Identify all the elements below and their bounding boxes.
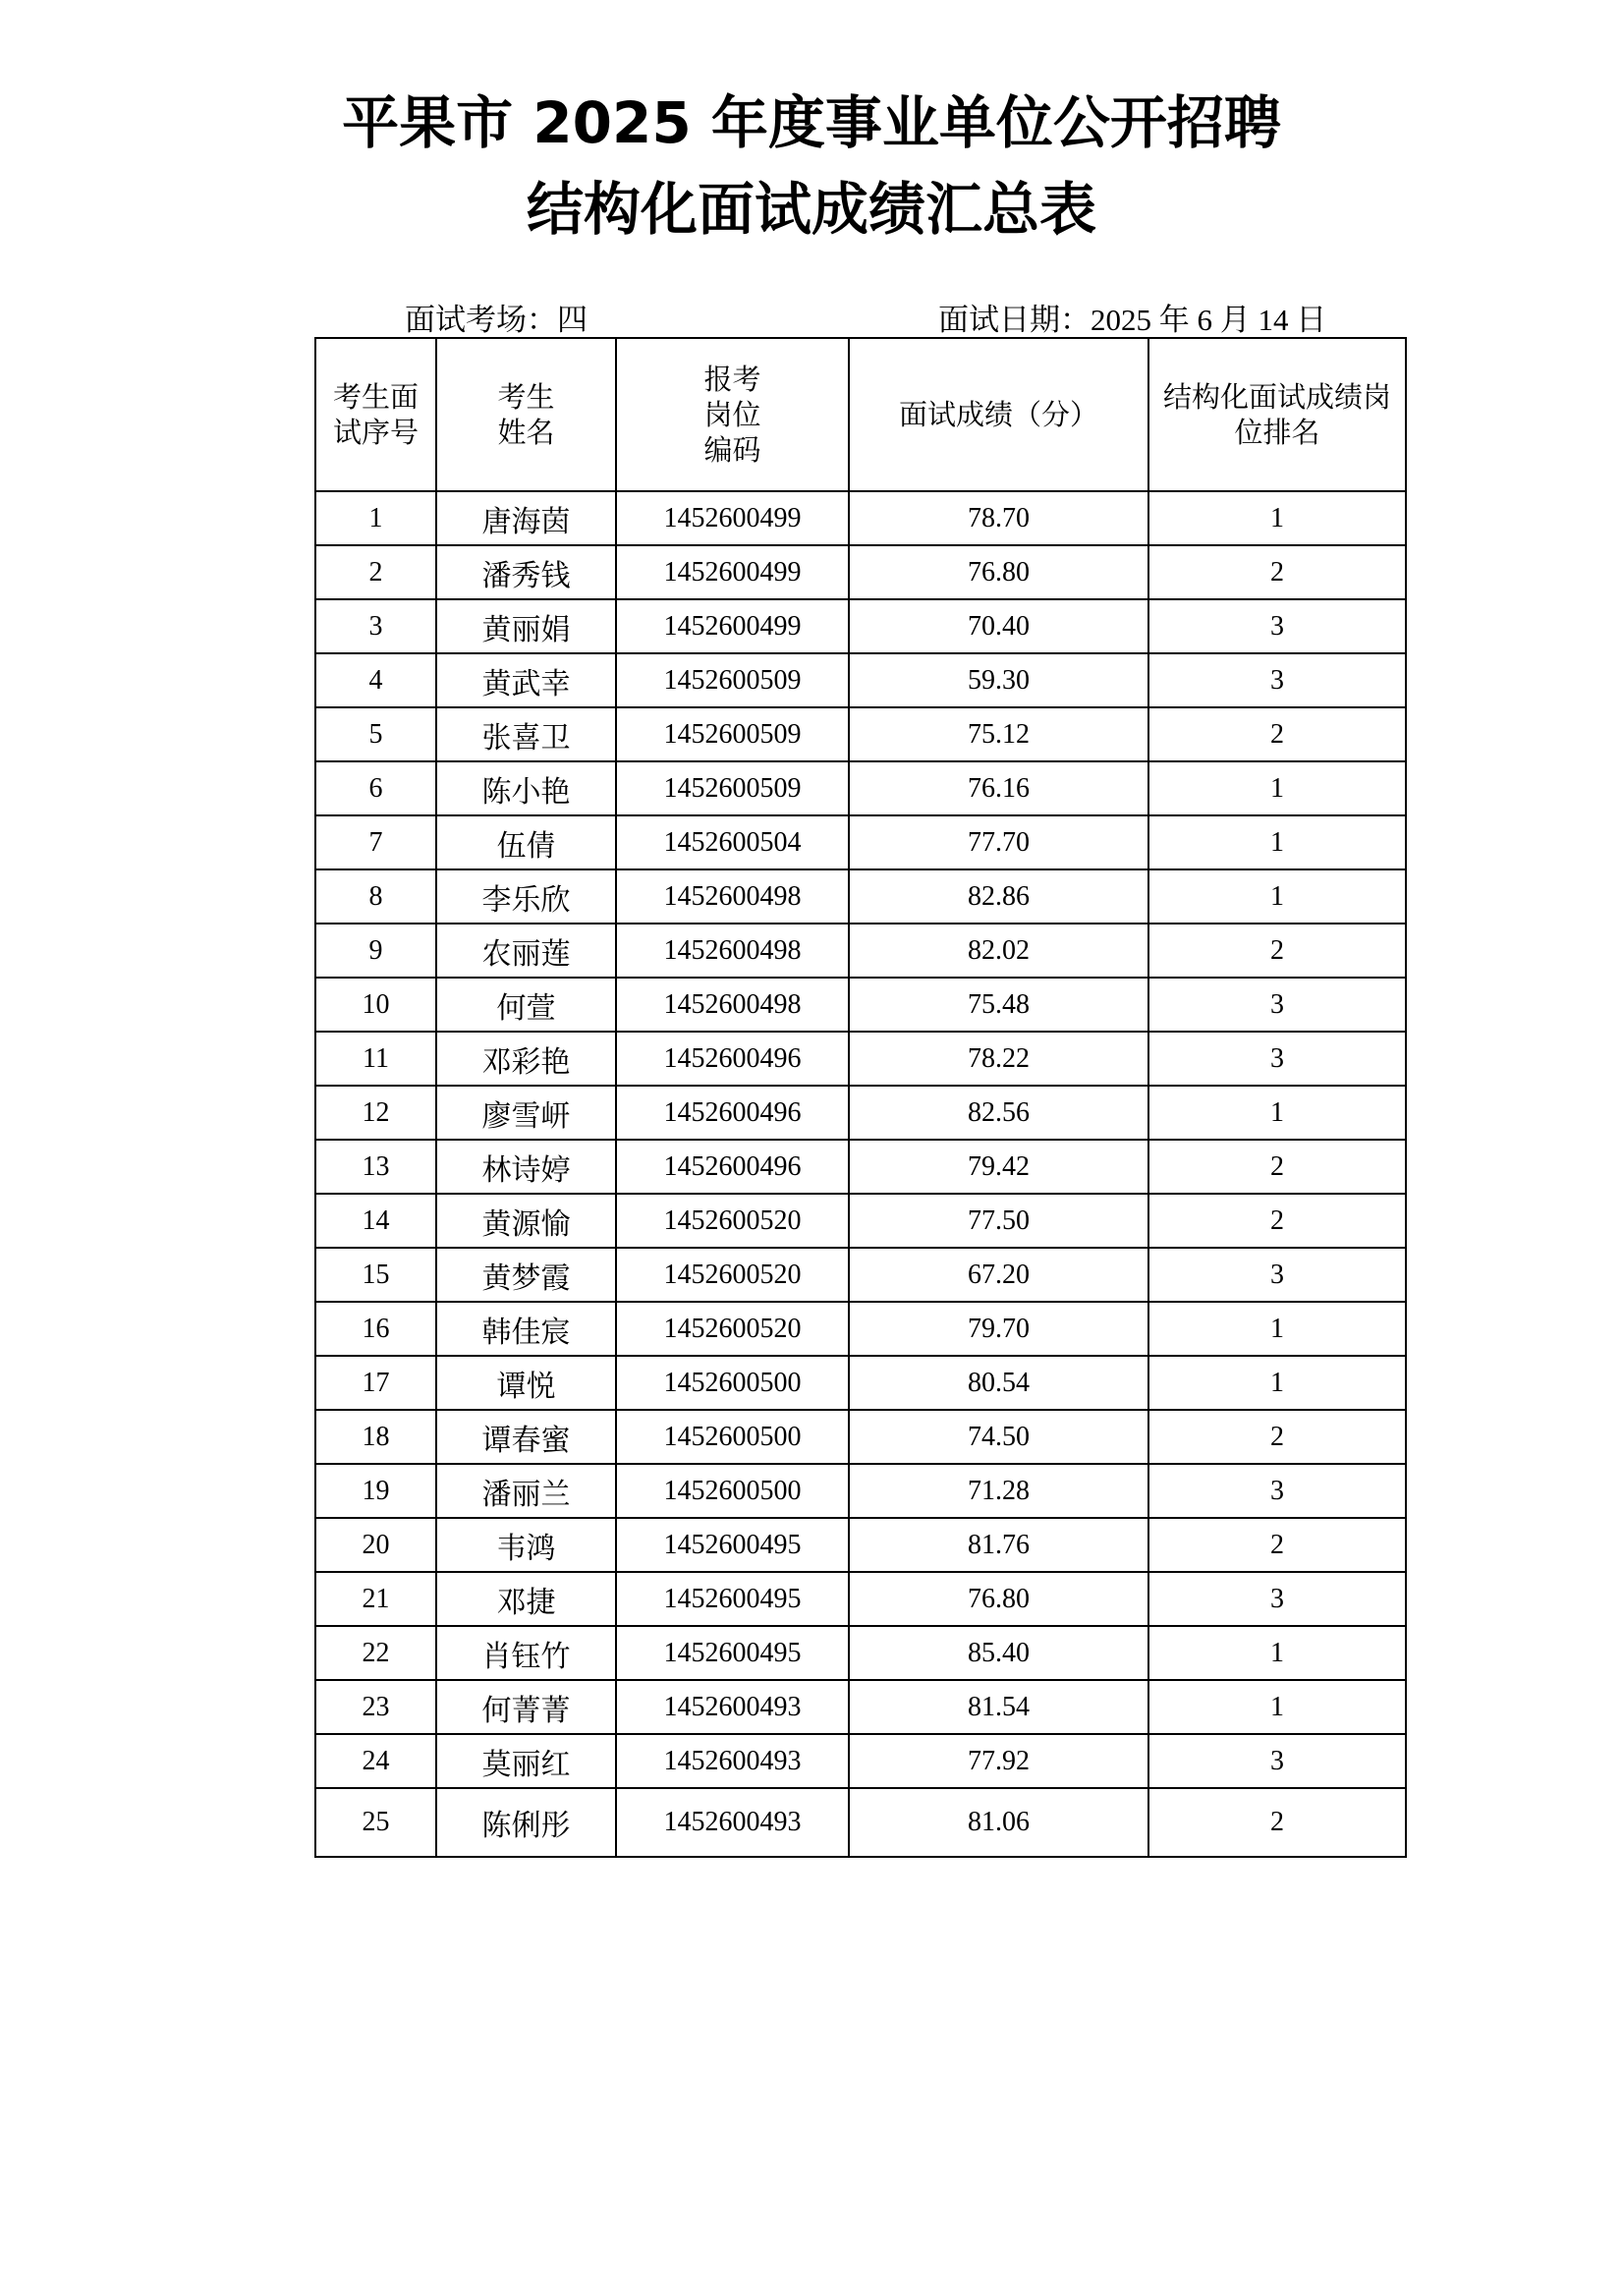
header-line: 考生面 [332, 379, 419, 414]
cell-score: 78.70 [849, 491, 1148, 545]
score-table [314, 337, 1407, 1858]
cell-seq: 4 [315, 653, 436, 707]
cell-rank: 1 [1148, 761, 1406, 815]
cell-name: 潘秀钱 [436, 545, 616, 599]
header-line: 面试成绩（分） [898, 397, 1098, 431]
cell-position-code: 1452600504 [616, 815, 849, 869]
cell-name: 廖雪岍 [436, 1086, 616, 1140]
header-seq [315, 338, 436, 491]
cell-seq: 3 [315, 599, 436, 653]
cell-score: 77.50 [849, 1194, 1148, 1248]
cell-position-code: 1452600509 [616, 707, 849, 761]
table-row [315, 707, 1406, 761]
table-header-row [315, 338, 1406, 491]
cell-name: 韦鸿 [436, 1518, 616, 1572]
table-row [315, 1788, 1406, 1857]
cell-score: 77.70 [849, 815, 1148, 869]
cell-rank: 1 [1148, 1626, 1406, 1680]
table-row [315, 869, 1406, 924]
header-score [849, 338, 1148, 491]
cell-position-code: 1452600499 [616, 491, 849, 545]
cell-seq: 23 [315, 1680, 436, 1734]
cell-score: 76.80 [849, 545, 1148, 599]
exam-room-value: 四 [557, 303, 588, 338]
cell-seq: 25 [315, 1788, 436, 1857]
cell-rank: 3 [1148, 1032, 1406, 1086]
cell-score: 74.50 [849, 1410, 1148, 1464]
table-row [315, 1302, 1406, 1356]
cell-name: 莫丽红 [436, 1734, 616, 1788]
cell-name: 伍倩 [436, 815, 616, 869]
cell-seq: 9 [315, 924, 436, 978]
cell-name: 陈小艳 [436, 761, 616, 815]
cell-seq: 18 [315, 1410, 436, 1464]
header-position-code [616, 338, 849, 491]
cell-seq: 2 [315, 545, 436, 599]
table-row [315, 1518, 1406, 1572]
cell-position-code: 1452600493 [616, 1788, 849, 1857]
table-row [315, 491, 1406, 545]
cell-name: 何菁菁 [436, 1680, 616, 1734]
cell-position-code: 1452600498 [616, 924, 849, 978]
cell-name: 邓捷 [436, 1572, 616, 1626]
exam-date-value: 2025 年 6 月 14 日 [1091, 303, 1327, 337]
cell-position-code: 1452600500 [616, 1464, 849, 1518]
cell-name: 林诗婷 [436, 1140, 616, 1194]
cell-position-code: 1452600499 [616, 599, 849, 653]
cell-score: 79.42 [849, 1140, 1148, 1194]
cell-name: 黄武幸 [436, 653, 616, 707]
cell-rank: 2 [1148, 545, 1406, 599]
table-row [315, 1410, 1406, 1464]
cell-score: 76.16 [849, 761, 1148, 815]
cell-seq: 19 [315, 1464, 436, 1518]
cell-seq: 6 [315, 761, 436, 815]
header-line: 结构化面试成绩岗 [1162, 379, 1391, 414]
header-line: 位排名 [1234, 416, 1320, 449]
cell-position-code: 1452600496 [616, 1140, 849, 1194]
cell-score: 82.86 [849, 869, 1148, 924]
header-line: 报考 [703, 362, 761, 396]
header-line: 姓名 [497, 416, 555, 449]
cell-score: 75.12 [849, 707, 1148, 761]
table-row [315, 1086, 1406, 1140]
cell-name: 邓彩艳 [436, 1032, 616, 1086]
cell-rank: 1 [1148, 1302, 1406, 1356]
cell-name: 张喜卫 [436, 707, 616, 761]
cell-rank: 2 [1148, 1410, 1406, 1464]
cell-score: 79.70 [849, 1302, 1148, 1356]
table-row [315, 1032, 1406, 1086]
cell-name: 黄丽娟 [436, 599, 616, 653]
cell-position-code: 1452600509 [616, 761, 849, 815]
exam-date [938, 295, 1326, 339]
header-line: 考生 [497, 379, 555, 414]
cell-score: 59.30 [849, 653, 1148, 707]
cell-seq: 24 [315, 1734, 436, 1788]
table-row [315, 1356, 1406, 1410]
cell-name: 黄源愉 [436, 1194, 616, 1248]
cell-position-code: 1452600520 [616, 1194, 849, 1248]
cell-rank: 2 [1148, 1140, 1406, 1194]
table-body [315, 491, 1406, 1857]
header-line: 试序号 [332, 416, 419, 449]
table-row [315, 924, 1406, 978]
cell-score: 81.06 [849, 1788, 1148, 1857]
cell-rank: 2 [1148, 1518, 1406, 1572]
cell-seq: 14 [315, 1194, 436, 1248]
header-line: 编码 [703, 433, 761, 468]
cell-name: 谭春蜜 [436, 1410, 616, 1464]
cell-name: 陈俐彤 [436, 1788, 616, 1857]
cell-seq: 20 [315, 1518, 436, 1572]
table-row [315, 545, 1406, 599]
cell-score: 82.02 [849, 924, 1148, 978]
cell-rank: 2 [1148, 707, 1406, 761]
cell-rank: 1 [1148, 1680, 1406, 1734]
cell-rank: 2 [1148, 1194, 1406, 1248]
cell-position-code: 1452600500 [616, 1356, 849, 1410]
cell-rank: 3 [1148, 1464, 1406, 1518]
cell-name: 谭悦 [436, 1356, 616, 1410]
table-row [315, 1734, 1406, 1788]
cell-name: 黄梦霞 [436, 1248, 616, 1302]
table-row [315, 653, 1406, 707]
cell-position-code: 1452600520 [616, 1248, 849, 1302]
cell-seq: 15 [315, 1248, 436, 1302]
cell-position-code: 1452600493 [616, 1734, 849, 1788]
cell-name: 肖钰竹 [436, 1626, 616, 1680]
cell-rank: 1 [1148, 815, 1406, 869]
cell-seq: 11 [315, 1032, 436, 1086]
cell-position-code: 1452600500 [616, 1410, 849, 1464]
cell-score: 77.92 [849, 1734, 1148, 1788]
cell-score: 81.54 [849, 1680, 1148, 1734]
cell-rank: 3 [1148, 1734, 1406, 1788]
cell-rank: 3 [1148, 1248, 1406, 1302]
cell-score: 81.76 [849, 1518, 1148, 1572]
table-row [315, 1626, 1406, 1680]
cell-seq: 8 [315, 869, 436, 924]
cell-rank: 1 [1148, 1356, 1406, 1410]
cell-seq: 12 [315, 1086, 436, 1140]
cell-name: 何萱 [436, 978, 616, 1032]
cell-seq: 21 [315, 1572, 436, 1626]
table-row [315, 978, 1406, 1032]
table-row [315, 1194, 1406, 1248]
cell-position-code: 1452600495 [616, 1626, 849, 1680]
cell-position-code: 1452600509 [616, 653, 849, 707]
cell-rank: 1 [1148, 491, 1406, 545]
cell-rank: 2 [1148, 1788, 1406, 1857]
table-row [315, 1248, 1406, 1302]
cell-score: 71.28 [849, 1464, 1148, 1518]
cell-rank: 3 [1148, 653, 1406, 707]
cell-name: 潘丽兰 [436, 1464, 616, 1518]
header-name [436, 338, 616, 491]
cell-position-code: 1452600498 [616, 869, 849, 924]
cell-score: 67.20 [849, 1248, 1148, 1302]
cell-position-code: 1452600493 [616, 1680, 849, 1734]
table-row [315, 761, 1406, 815]
exam-date-label: 面试日期： [938, 303, 1091, 338]
cell-name: 韩佳宸 [436, 1302, 616, 1356]
cell-seq: 17 [315, 1356, 436, 1410]
cell-score: 78.22 [849, 1032, 1148, 1086]
cell-rank: 1 [1148, 1086, 1406, 1140]
cell-seq: 5 [315, 707, 436, 761]
table-row [315, 815, 1406, 869]
cell-seq: 1 [315, 491, 436, 545]
cell-score: 85.40 [849, 1626, 1148, 1680]
table-row [315, 1464, 1406, 1518]
cell-score: 75.48 [849, 978, 1148, 1032]
cell-position-code: 1452600495 [616, 1518, 849, 1572]
cell-rank: 2 [1148, 924, 1406, 978]
cell-score: 70.40 [849, 599, 1148, 653]
table-row [315, 1680, 1406, 1734]
cell-rank: 3 [1148, 599, 1406, 653]
cell-seq: 13 [315, 1140, 436, 1194]
cell-name: 唐海茵 [436, 491, 616, 545]
cell-score: 82.56 [849, 1086, 1148, 1140]
cell-position-code: 1452600498 [616, 978, 849, 1032]
cell-seq: 22 [315, 1626, 436, 1680]
document-title-line2: 结构化面试成绩汇总表 [526, 176, 1096, 243]
table-row [315, 1572, 1406, 1626]
cell-position-code: 1452600499 [616, 545, 849, 599]
header-rank [1148, 338, 1406, 491]
exam-room-label: 面试考场： [405, 303, 557, 338]
cell-position-code: 1452600495 [616, 1572, 849, 1626]
cell-name: 李乐欣 [436, 869, 616, 924]
cell-position-code: 1452600520 [616, 1302, 849, 1356]
cell-seq: 7 [315, 815, 436, 869]
table-row [315, 1140, 1406, 1194]
cell-score: 76.80 [849, 1572, 1148, 1626]
cell-rank: 3 [1148, 1572, 1406, 1626]
cell-seq: 10 [315, 978, 436, 1032]
cell-rank: 1 [1148, 869, 1406, 924]
cell-seq: 16 [315, 1302, 436, 1356]
document-title-line1: 平果市 2025 年度事业单位公开招聘 [342, 89, 1281, 156]
cell-score: 80.54 [849, 1356, 1148, 1410]
cell-rank: 3 [1148, 978, 1406, 1032]
cell-name: 农丽莲 [436, 924, 616, 978]
table-row [315, 599, 1406, 653]
exam-room [405, 295, 588, 339]
cell-position-code: 1452600496 [616, 1032, 849, 1086]
cell-position-code: 1452600496 [616, 1086, 849, 1140]
header-line: 岗位 [703, 397, 761, 431]
